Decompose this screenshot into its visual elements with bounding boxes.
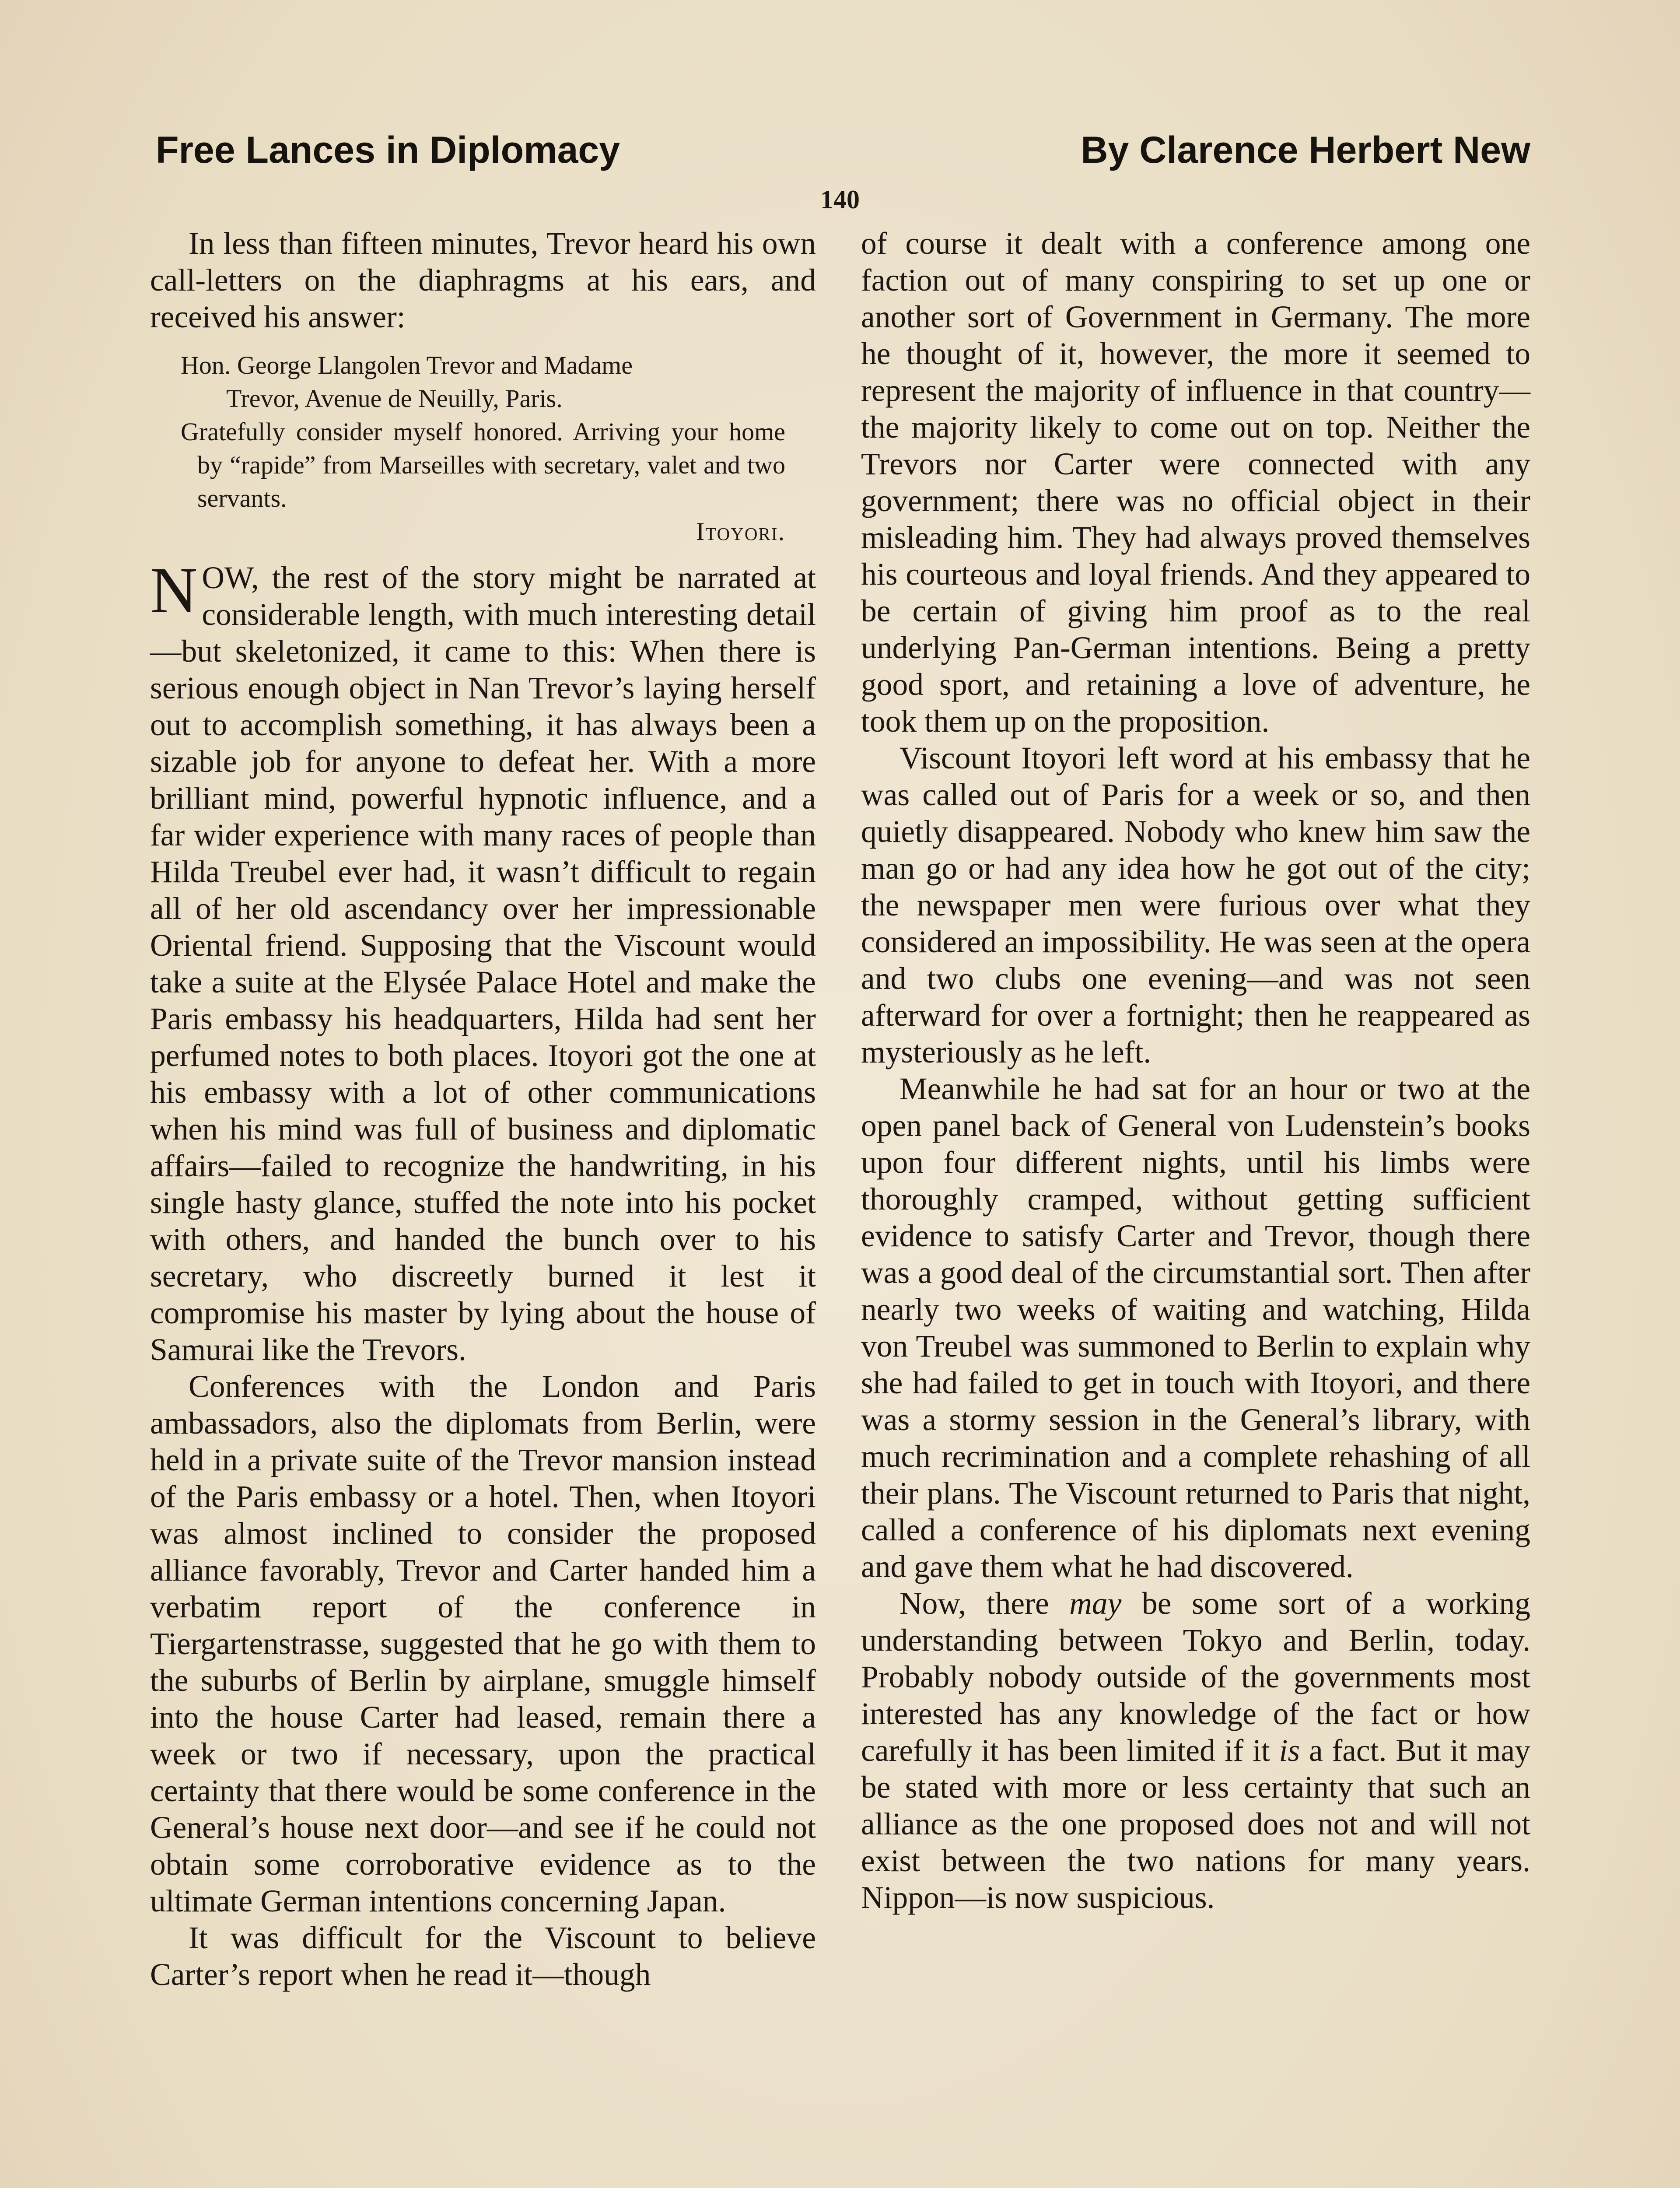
paragraph-text: OW, the rest of the story might be narrated at considerable length, with much interesting detail—but skeletonized, it came to this: When there is serious enough object in Nan Trevor’s laying herself out to accomplish something, it has always been a sizable job for anyone to defeat her. With a more brilliant mind, powerful hypnotic influence, and a far wider experience with many races of people than Hilda Treubel ever had, it wasn’t difficult to regain all of her old ascendancy over her impressionable Oriental friend. Supposing that the Viscount would take a suite at the Elysée Palace Hotel and make the Paris embassy his headquarters, Hilda had sent her perfumed notes to both places. Itoyori got the one at his embassy with a lot of other communications when his mind was full of business and diplomatic affairs—failed to recognize the handwriting, in his single hasty glance, stuffed the note into his pocket with others, and handed the bunch over to his secretary, who discreetly burned it lest it compromise his master by lying about the house of Samurai like the Trevors.: [150, 561, 816, 1367]
page-number: 140: [820, 185, 860, 214]
telegram-body: Gratefully consider myself honored. Arriving your home by “rapide” from Marseilles with secretary, valet and two servants.: [181, 417, 785, 512]
paragraph-dropcap: [150, 554, 816, 1368]
paragraph: Viscount Itoyori left word at his embassy that he was called out of Paris for a week or so, and then quietly disappeared. Nobody who knew him saw the man go or had any idea how he got out of the city; the newspaper men were furious over what they considered an impossibility. He was seen at the opera and two clubs one evening—and was not seen afterward for over a fortnight; then he reappeared as mysteriously as he left.: [861, 741, 1530, 1069]
left-column: [150, 225, 816, 1993]
telegram-line: Trevor, Avenue de Neuilly, Paris.: [226, 384, 563, 413]
text-run: be some sort of a working understanding between Tokyo and Berlin, today. Probably nobody outside of the governments most interested has any knowledge of the fact or how carefully it has been limited if it: [861, 1586, 1530, 1768]
text-run: Now, there: [900, 1586, 1070, 1621]
paragraph: Meanwhile he had sat for an hour or two at the open panel back of General von Ludenstein’s books upon four different nights, until his limbs were thoroughly cramped, without getting sufficient evidence to satisfy Carter and Trevor, though there was a good deal of the circumstantial sort. Then after nearly two weeks of waiting and watching, Hilda von Treubel was summoned to Berlin to explain why she had failed to get in touch with Itoyori, and there was a stormy session in the General’s library, with much recrimination and a complete rehashing of all their plans. The Viscount returned to Paris that night, called a conference of his diplomats next evening and gave them what he had discovered.: [861, 1072, 1530, 1584]
paragraph: In less than fifteen minutes, Trevor heard his own call-letters on the diaphragms at his ears, and received his answer:: [150, 226, 816, 334]
telegram-message: [181, 349, 785, 548]
emphasis: may: [1069, 1586, 1122, 1621]
telegram-signature: Itoyori.: [696, 517, 785, 546]
telegram-line: Hon. George Llangolen Trevor and Madame: [181, 351, 633, 379]
paragraph: of course it dealt with a conference among one faction out of many conspiring to set up one or another sort of Government in Germany. The more he thought of it, however, the more it seemed to represent the majority of influence in that country—the majority likely to come out on top. Neither the Trevors nor Carter were connected with any government; there was no official object in their misleading him. They had always proved themselves his courteous and loyal friends. And they appeared to be certain of giving him proof as to the real underlying Pan-German intentions. Being a pretty good sport, and retaining a love of adventure, he took them up on the proposition.: [861, 226, 1530, 739]
drop-cap: N: [150, 554, 198, 627]
author-byline: By Clarence Herbert New: [1081, 129, 1530, 171]
right-column: [861, 225, 1530, 1916]
emphasis: is: [1279, 1733, 1300, 1768]
paragraph: It was difficult for the Viscount to believe Carter’s report when he read it—though: [150, 1921, 816, 1992]
text-run: a fact. But it may be stated with more or less certainty that such an alliance as the one proposed does not and will not exist between the two nations for many years. Nippon—is now suspicious.: [861, 1733, 1530, 1915]
paragraph: Conferences with the London and Paris ambassadors, also the diplomats from Berlin, were held in a private suite of the Trevor mansion instead of the Paris embassy or a hotel. Then, when Itoyori was almost inclined to consider the proposed alliance favorably, Trevor and Carter handed him a verbatim report of the conference in Tiergartenstrasse, suggested that he go with them to the suburbs of Berlin by airplane, smuggle himself into the house Carter had leased, remain there a week or two if necessary, upon the practical certainty that there would be some conference in the General’s house next door—and see if he could not obtain some corroborative evidence as to the ultimate German intentions concerning Japan.: [150, 1369, 816, 1918]
story-title: Free Lances in Diplomacy: [156, 129, 620, 171]
paragraph: [861, 1585, 1530, 1916]
